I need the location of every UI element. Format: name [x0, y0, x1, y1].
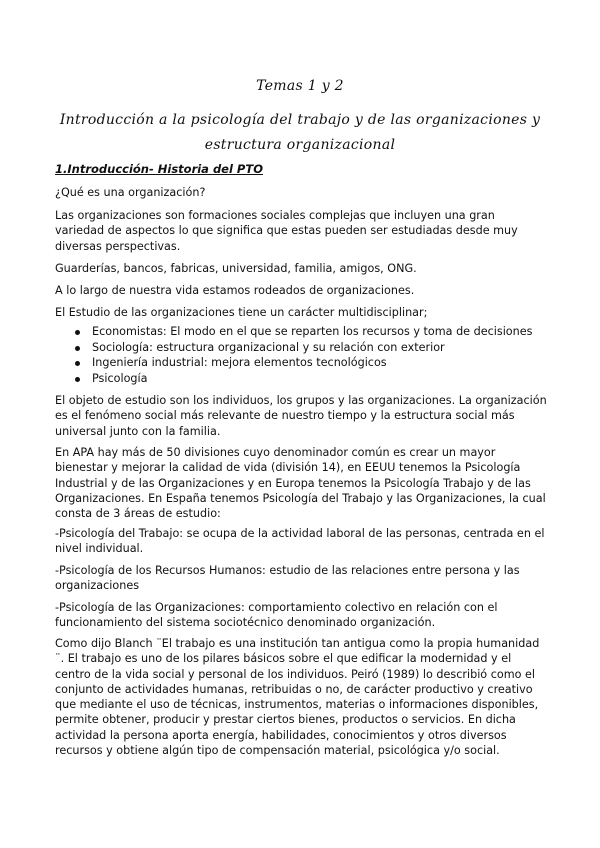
- paragraph-object-of-study: El objeto de estudio son los individuos, los grupos y las organizaciones. La organización es el fenómeno social más relevante de nuestro tiempo y la estructura social más universal junto con la familia.: [55, 394, 547, 438]
- page-subtitle: Introducción a la psicología del trabajo y de las organizaciones y estructura organizacional: [59, 112, 541, 153]
- list-item: Ingeniería industrial: mejora elementos tecnológicos: [55, 355, 547, 371]
- section-heading: 1.Introducción- Historia del PTO: [55, 162, 263, 176]
- list-item: Economistas: El modo en el que se reparten los recursos y toma de decisiones: [55, 324, 547, 340]
- paragraph-examples: Guarderías, bancos, fabricas, universidad, familia, amigos, ONG.: [55, 262, 417, 275]
- paragraph-surrounded: A lo largo de nuestra vida estamos rodeados de organizaciones.: [55, 284, 415, 297]
- page-title: Temas 1 y 2: [256, 78, 344, 94]
- list-item: Sociología: estructura organizacional y su relación con exterior: [55, 340, 547, 356]
- paragraph-hr-psychology: -Psicología de los Recursos Humanos: estudio de las relaciones entre persona y las organizaciones: [55, 564, 520, 593]
- paragraph-multidisciplinary: El Estudio de las organizaciones tiene un carácter multidisciplinar;: [55, 306, 428, 319]
- paragraph-definition: Las organizaciones son formaciones sociales complejas que incluyen una gran variedad de aspectos lo que significa que estas pueden ser estudiadas desde muy diversas perspectivas.: [55, 209, 518, 253]
- paragraph-blanch: Como dijo Blanch ¨El trabajo es una institución tan antigua como la propia humanidad ¨. El trabajo es uno de los pilares básicos sobre el que edificar la modernidad y el centro de la vida social y personal de los individuos. Peiró (1989) lo describió como el conjunto de actividades humanas, retribuidas o no, de carácter productivo y creativo que mediante el uso de técnicas, instrumentos, materias o informaciones disponibles, permite obtener, producir y prestar ciertos bienes, productos o servicios. En dicha actividad la persona aporta energía, habilidades, conocimientos y otros diversos recursos y obtiene algún tipo de compensación material, psicológica y/o social.: [55, 637, 540, 758]
- paragraph-apa: En APA hay más de 50 divisiones cuyo denominador común es crear un mayor bienestar y mejorar la calidad de vida (división 14), en EEUU tenemos la Psicología Industrial y de las Organizaciones y en Europa tenemos la Psicología Trabajo y de las Organizaciones. En España tenemos Psicología del Trabajo y las Organizaciones, la cual consta de 3 áreas de estudio:: [55, 446, 546, 521]
- paragraph-work-psychology: -Psicología del Trabajo: se ocupa de la actividad laboral de las personas, centrada en el nivel individual.: [55, 527, 545, 556]
- paragraph-question: ¿Qué es una organización?: [55, 186, 206, 199]
- disciplines-list: [55, 324, 547, 386]
- list-item: Psicología: [55, 371, 547, 387]
- paragraph-org-psychology: -Psicología de las Organizaciones: comportamiento colectivo en relación con el funcionamiento del sistema sociotécnico denominado organización.: [55, 601, 498, 630]
